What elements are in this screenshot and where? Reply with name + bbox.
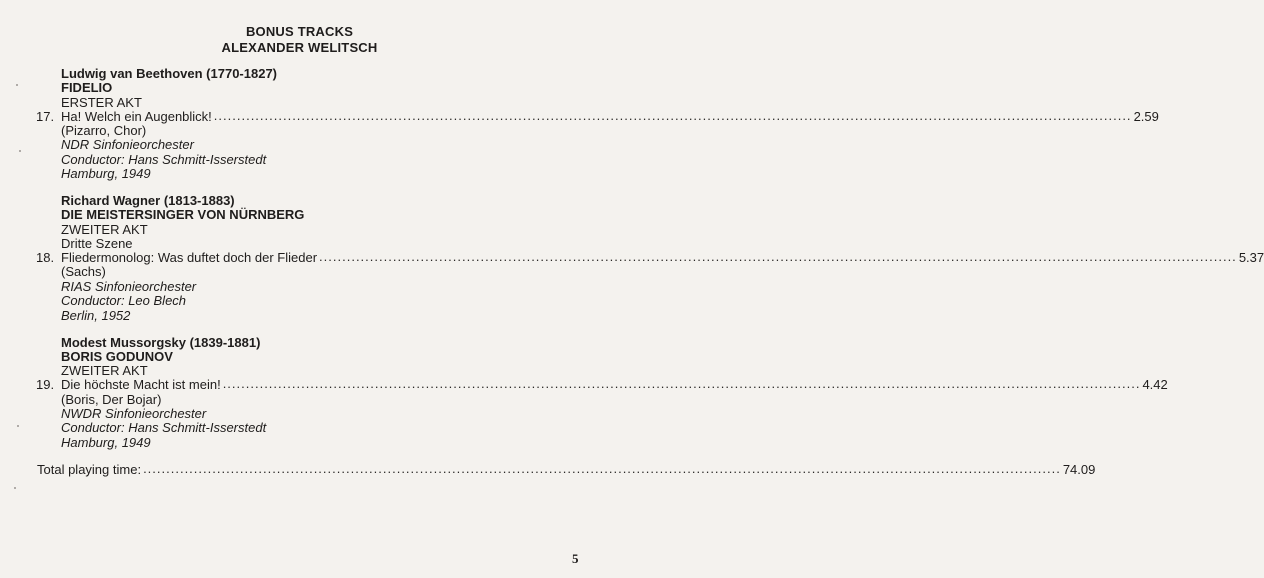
total-playing-time (37, 461, 1096, 478)
dot-leader: ....................................................................................................................................................................................................... (222, 376, 1141, 391)
dot-leader: ....................................................................................................................................................................................................... (319, 249, 1237, 264)
conductor: Conductor: Leo Blech (61, 293, 187, 308)
orchestra: NWDR Sinfonieorchester (61, 406, 207, 421)
scan-speck (14, 487, 16, 489)
work-title: DIE MEISTERSINGER VON NÜRNBERG (61, 207, 305, 222)
orchestra: RIAS Sinfonieorchester (61, 279, 197, 294)
work-title: FIDELIO (61, 80, 113, 95)
scan-speck (17, 425, 19, 427)
track-duration: 5.37 (1238, 250, 1264, 265)
place-year: Hamburg, 1949 (61, 166, 151, 181)
track-line (61, 376, 1168, 393)
track-title: Fliedermonolog: Was duftet doch der Flieder (61, 250, 318, 265)
scan-speck (16, 84, 18, 86)
conductor: Conductor: Hans Schmitt-Isserstedt (61, 152, 267, 167)
work-title: BORIS GODUNOV (61, 349, 173, 364)
roles: (Pizarro, Chor) (61, 123, 147, 138)
composer: Ludwig van Beethoven (1770-1827) (61, 66, 278, 81)
roles: (Sachs) (61, 264, 106, 279)
scan-speck (19, 150, 21, 152)
total-duration: 74.09 (1062, 462, 1096, 477)
dot-leader: ....................................................................................................................................................................................................... (143, 461, 1061, 476)
artist-heading: ALEXANDER WELITSCH (221, 40, 378, 55)
conductor: Conductor: Hans Schmitt-Isserstedt (61, 420, 267, 435)
track-line (61, 249, 1264, 266)
total-label: Total playing time: (37, 462, 142, 477)
track-title: Die höchste Macht ist mein! (61, 377, 221, 392)
track-number: 19. (36, 377, 55, 392)
track-duration: 4.42 (1142, 377, 1168, 392)
act: ZWEITER AKT (61, 363, 148, 378)
track-title: Ha! Welch ein Augenblick! (61, 109, 212, 124)
bonus-tracks-heading: BONUS TRACKS (245, 24, 354, 39)
track-duration: 2.59 (1133, 109, 1159, 124)
dot-leader: ....................................................................................................................................................................................................... (213, 108, 1132, 123)
composer: Richard Wagner (1813-1883) (61, 193, 235, 208)
scene: Dritte Szene (61, 236, 133, 251)
act: ZWEITER AKT (61, 222, 148, 237)
place-year: Berlin, 1952 (61, 308, 131, 323)
act: ERSTER AKT (61, 95, 142, 110)
page-number: 5 (572, 551, 579, 566)
place-year: Hamburg, 1949 (61, 435, 151, 450)
orchestra: NDR Sinfonieorchester (61, 137, 194, 152)
roles: (Boris, Der Bojar) (61, 392, 162, 407)
track-number: 17. (36, 109, 55, 124)
composer: Modest Mussorgsky (1839-1881) (61, 335, 261, 350)
track-number: 18. (36, 250, 55, 265)
